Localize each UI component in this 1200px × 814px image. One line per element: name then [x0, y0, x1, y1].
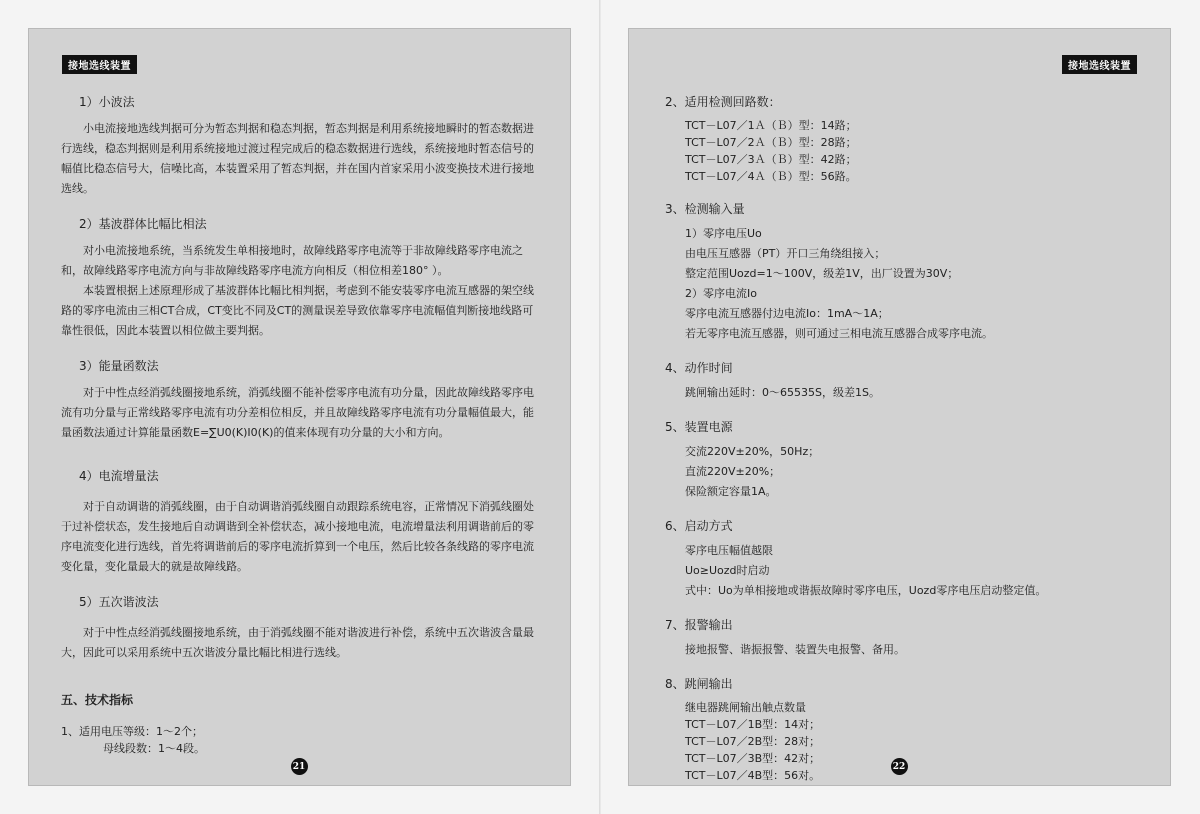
spec-block-inputs	[665, 200, 1138, 344]
spec-line: 交流220V±20%，50Hz；	[685, 445, 820, 458]
left-page	[28, 28, 571, 786]
spec-line: 由电压互感器（PT）开口三角绕组接入；	[685, 247, 886, 260]
spec-block-action-time	[665, 359, 1138, 403]
spec-line: TCT－L07／1B型：14对；	[685, 718, 821, 731]
spec-line: 直流220V±20%；	[685, 465, 781, 478]
tech-specs	[61, 691, 538, 757]
spec-title: 2、适用检测回路数：	[665, 95, 781, 109]
spec-title: 4、动作时间	[665, 361, 733, 375]
section-heading: 1）小波法	[79, 95, 135, 109]
section-heading: 3）能量函数法	[79, 359, 159, 373]
section-heading: 5）五次谐波法	[79, 595, 159, 609]
section-heading: 4）电流增量法	[79, 469, 159, 483]
spec-block-start-mode	[665, 517, 1138, 601]
spec-line: TCT－L07／4B型：56对。	[685, 769, 821, 782]
spec-line: TCT－L07／2Ａ（Ｂ）型：28路；	[685, 136, 857, 149]
section-wavelet	[61, 93, 538, 199]
spec-line: 保险额定容量1A。	[685, 485, 777, 498]
spec-line: 继电器跳闸输出触点数量	[685, 701, 806, 714]
paragraph: 对于中性点经消弧线圈接地系统，由于消弧线圈不能对谐波进行补偿，系统中五次谐波含量最大，因此可以采用系统中五次谐波分量比幅比相进行选线。	[61, 626, 534, 659]
section-amplitude-phase	[61, 215, 538, 341]
spec-title: 5、装置电源	[665, 420, 733, 434]
spec-line: 母线段数：1～4段。	[103, 742, 205, 755]
spec-block-circuits	[665, 93, 1138, 185]
paragraph: 对于自动调谐的消弧线圈，由于自动调谐消弧线圈自动跟踪系统电容，正常情况下消弧线圈处于过补偿状态，发生接地后自动调谐到全补偿状态，减小接地电流，电流增量法利用调谐前后的零序电流变化进行选线，首先将调谐前后的零序电流折算到一个电压，然后比较各条线路的零序电流变化量，变化量最大的就是故障线路。	[61, 500, 534, 573]
header-tag: 接地选线装置	[62, 55, 137, 74]
spread-gutter	[599, 0, 601, 814]
spec-line: TCT－L07／2B型：28对；	[685, 735, 821, 748]
spec-line: 接地报警、谐振报警、装置失电报警、备用。	[685, 643, 905, 656]
page-number: 22	[891, 758, 908, 775]
spec-line: TCT－L07／4Ａ（Ｂ）型：56路。	[685, 170, 857, 183]
spec-line: Uo≥Uozd时启动	[685, 564, 770, 577]
spec-line: TCT－L07／1Ａ（Ｂ）型：14路；	[685, 119, 857, 132]
spec-line: 2）零序电流Io	[685, 287, 757, 300]
paragraph: 对于中性点经消弧线圈接地系统，消弧线圈不能补偿零序电流有功分量，因此故障线路零序电流有功分量与正常线路零序电流有功分差相位相反，并且故障线路零序电流有功分量幅值最大，能量函数法通过计算能量函数E=∑U0(K)I0(K)的值来体现有功分量的大小和方向。	[61, 386, 534, 439]
section-current-increment	[61, 467, 538, 577]
page-number: 21	[291, 758, 308, 775]
spec-title: 7、报警输出	[665, 618, 733, 632]
paragraph: 对小电流接地系统，当系统发生单相接地时，故障线路零序电流等于非故障线路零序电流之和，故障线路零序电流方向与非故障线路零序电流方向相反（相位相差180° ）。	[61, 244, 523, 277]
spec-line: TCT－L07／3B型：42对；	[685, 752, 821, 765]
spec-title: 3、检测输入量	[665, 202, 745, 216]
section-heading: 2）基波群体比幅比相法	[79, 217, 207, 231]
right-page	[628, 28, 1171, 786]
spec-line: TCT－L07／3Ａ（Ｂ）型：42路；	[685, 153, 857, 166]
spec-block-alarm-output	[665, 616, 1138, 660]
section-energy	[61, 357, 538, 443]
tech-heading: 五、技术指标	[61, 693, 134, 707]
spec-block-power	[665, 418, 1138, 502]
spec-line: 1、适用电压等级：1～2个；	[61, 725, 203, 738]
spec-title: 8、跳闸输出	[665, 677, 733, 691]
spec-line: 零序电压幅值越限	[685, 544, 773, 557]
right-page-content	[665, 93, 1138, 799]
spec-title: 6、启动方式	[665, 519, 733, 533]
paragraph: 本装置根据上述原理形成了基波群体比幅比相判据，考虑到不能安装零序电流互感器的架空线路的零序电流由三相CT合成，CT变比不同及CT的测量误差导致依靠零序电流幅值判断接地线路可靠性很低，因此本装置以相位做主要判据。	[61, 284, 534, 337]
spec-line: 零序电流互感器付边电流Io：1mA～1A；	[685, 307, 889, 320]
header-tag: 接地选线装置	[1062, 55, 1137, 74]
left-page-content	[61, 93, 538, 757]
section-fifth-harmonic	[61, 593, 538, 663]
spec-line: 跳闸输出延时：0～65535S，级差1S。	[685, 386, 880, 399]
paragraph: 小电流接地选线判据可分为暂态判据和稳态判据，暂态判据是利用系统接地瞬时的暂态数据进行选线，稳态判据则是利用系统接地过渡过程完成后的稳态数据进行选线，系统接地时暂态信号的幅值比稳态信号大，信噪比高，本装置采用了暂态判据，并在国内首家采用小波变换技术进行接地选线。	[61, 122, 534, 195]
spec-line: 若无零序电流互感器，则可通过三相电流互感器合成零序电流。	[685, 327, 993, 340]
spec-line: 式中：Uo为单相接地或谐振故障时零序电压，Uozd零序电压启动整定值。	[685, 584, 1047, 597]
spec-line: 1）零序电压Uo	[685, 227, 762, 240]
spec-line: 整定范围Uozd=1～100V，级差1V，出厂设置为30V；	[685, 267, 959, 280]
